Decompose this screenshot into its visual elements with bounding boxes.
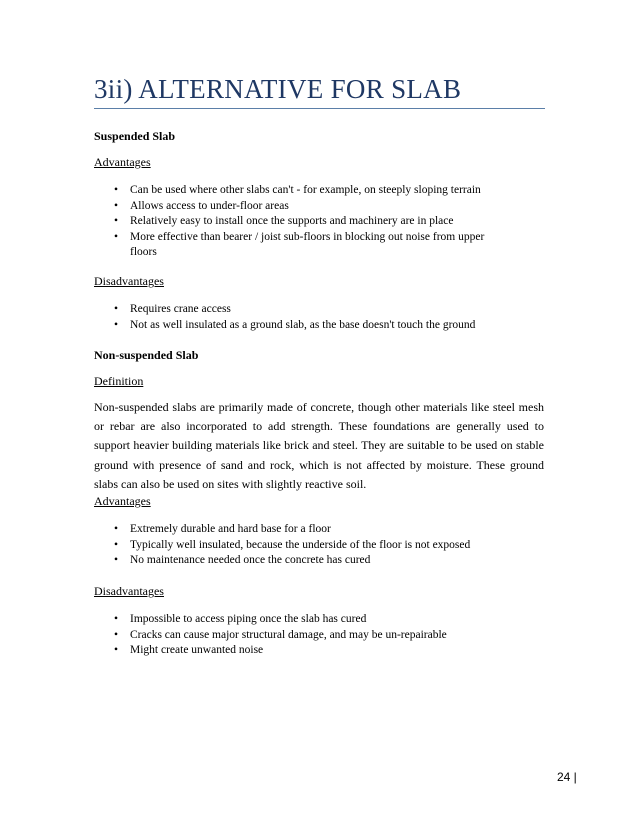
bullet-icon: •	[114, 613, 119, 625]
title-divider	[94, 108, 545, 109]
list-item: • More effective than bearer / joist sub-floors in blocking out noise from upper floors	[114, 230, 485, 258]
bullet-icon: •	[114, 523, 119, 535]
non-suspended-disadvantages-list	[94, 612, 534, 659]
bullet-icon: •	[114, 184, 119, 196]
suspended-slab-heading: Suspended Slab	[94, 129, 176, 143]
non-suspended-advantages-list	[94, 522, 534, 569]
list-item: • Might create unwanted noise	[94, 643, 534, 659]
bullet-icon: •	[114, 538, 119, 551]
list-item: • No maintenance needed once the concrete has cured	[94, 553, 534, 569]
list-item: • Requires crane access	[94, 302, 534, 318]
bullet-icon: •	[114, 628, 119, 641]
list-item: • Cracks can cause major structural damage, and may be un-repairable	[94, 628, 534, 644]
suspended-advantages-label: Advantages	[94, 155, 151, 169]
bullet-icon: •	[114, 199, 119, 212]
suspended-disadvantages-label: Disadvantages	[94, 274, 164, 288]
non-suspended-definition-text: Non-suspended slabs are primarily made of concrete, though other materials like steel mesh or rebar are also incorporated to add strength. These foundations are generally used to support heavier building materials like brick and steel. They are suitable to be used on stable ground with presence of sand and rock, which is not affected by moisture. These ground slabs can also be used on sites with slightly reactive soil.	[94, 400, 544, 491]
non-suspended-advantages-label: Advantages	[94, 494, 151, 508]
bullet-icon: •	[114, 230, 119, 243]
list-item: • Extremely durable and hard base for a floor	[94, 522, 534, 538]
bullet-icon: •	[114, 303, 119, 315]
non-suspended-disadvantages-label: Disadvantages	[94, 584, 164, 598]
list-item: • Allows access to under-floor areas	[94, 199, 534, 215]
page-title: 3ii) ALTERNATIVE FOR SLAB	[94, 74, 462, 104]
suspended-disadvantages-list	[94, 302, 534, 333]
bullet-icon: •	[114, 318, 119, 331]
list-item: • Not as well insulated as a ground slab, as the base doesn't touch the ground	[94, 318, 534, 334]
non-suspended-slab-heading: Non-suspended Slab	[94, 348, 199, 362]
page-number: 24 |	[557, 770, 577, 784]
suspended-advantages-list	[94, 183, 534, 261]
bullet-icon: •	[114, 554, 119, 566]
non-suspended-definition-label: Definition	[94, 374, 144, 388]
bullet-icon: •	[114, 215, 119, 227]
list-item: • Impossible to access piping once the slab has cured	[94, 612, 534, 628]
bullet-icon: •	[114, 644, 119, 656]
list-item: • Relatively easy to install once the supports and machinery are in place	[94, 214, 534, 230]
list-item: • Typically well insulated, because the underside of the floor is not exposed	[94, 538, 534, 554]
list-item: • Can be used where other slabs can't - for example, on steeply sloping terrain	[94, 183, 534, 199]
